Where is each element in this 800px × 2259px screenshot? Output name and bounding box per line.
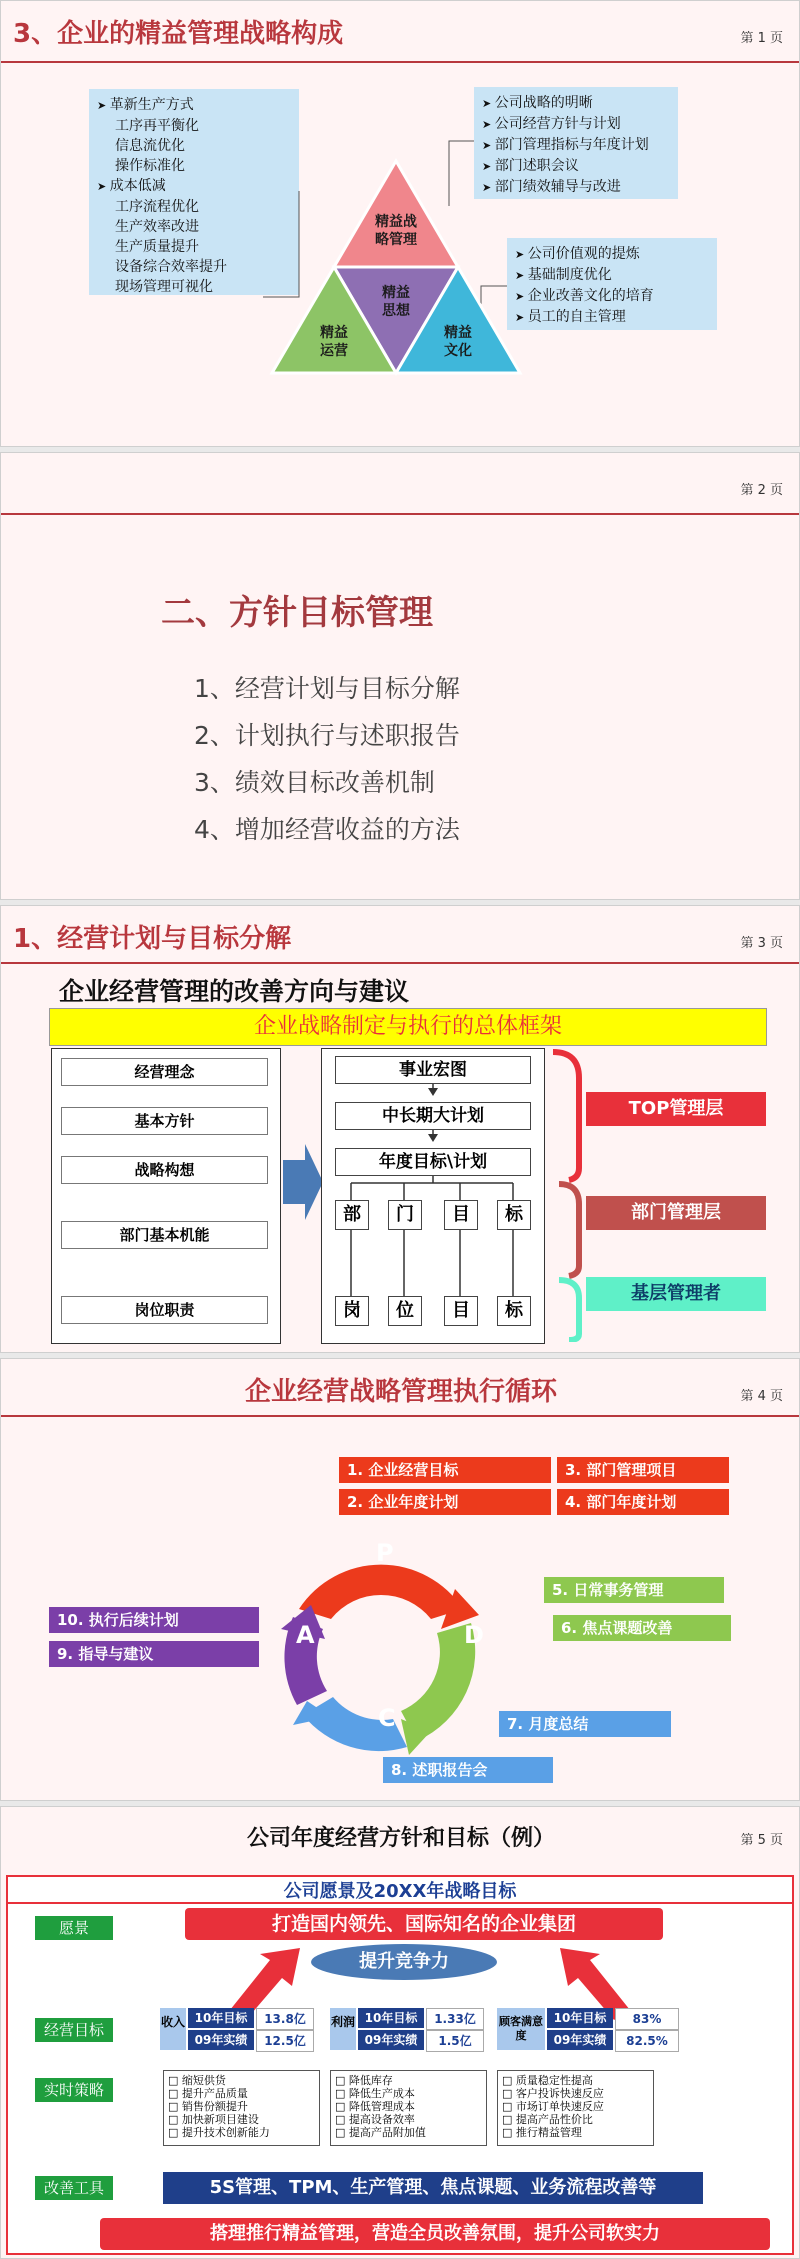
a-label-10: 10. 执行后续计划	[49, 1607, 259, 1633]
slide-3-titlebar	[1, 906, 800, 964]
strategy-item: ➤ 部门绩效辅导与改进	[482, 177, 670, 198]
dept-goal-char-3: 目	[444, 1200, 478, 1230]
pyramid-top-label: 精益战 略管理	[375, 214, 417, 248]
strategy-column-1: □ 缩短供货 □ 提升产品质量 □ 销售份额提升 □ 加快新项目建设 □ 提升技术创新能力	[163, 2070, 320, 2146]
lean-operation-item: 工序流程优化	[115, 199, 199, 215]
metric-profit-row1-value: 1.33亿	[426, 2008, 484, 2030]
slide-2	[0, 452, 800, 900]
slide-5-titlebar	[1, 1807, 800, 1857]
metric-revenue-row1-value: 13.8亿	[256, 2008, 314, 2030]
metric-satisfaction-row2-label: 09年实绩	[547, 2030, 613, 2050]
dept-goal-char-2: 门	[388, 1200, 422, 1230]
level-frontline-management: 基层管理者	[586, 1277, 766, 1311]
agenda-item-3: 3、绩效目标改善机制	[194, 768, 435, 797]
p-label-1: 1. 企业经营目标	[339, 1457, 551, 1483]
metric-profit-name: 利润	[330, 2008, 356, 2050]
agenda-item-4: 4、增加经营收益的方法	[194, 815, 460, 844]
d-label-6: 6. 焦点课题改善	[553, 1615, 731, 1641]
framework-center-item-2: 中长期大计划	[335, 1102, 531, 1130]
slide-1-title: 3、企业的精益管理战略构成	[13, 19, 344, 49]
metric-revenue-row1-label: 10年目标	[188, 2008, 254, 2028]
lean-slogan: 搭理推行精益管理，营造全员改善氛围，提升公司软实力	[100, 2218, 770, 2250]
pdca-letter-d: D	[464, 1621, 484, 1649]
lean-operation-item: 现场管理可视化	[115, 279, 213, 295]
metric-profit-row1-label: 10年目标	[358, 2008, 424, 2028]
lean-operation-item: 信息流优化	[115, 138, 185, 154]
framework-left-item-5: 岗位职责	[61, 1296, 268, 1324]
strategy-item: ➤ 公司经营方针与计划	[482, 114, 670, 135]
strategy-column-2: □ 降低库存 □ 降低生产成本 □ 降低管理成本 □ 提高设备效率 □ 提高产品附加值	[330, 2070, 487, 2146]
slide-1	[0, 0, 800, 447]
pdca-p-segment	[299, 1565, 463, 1619]
slide-4-titlebar	[1, 1359, 800, 1417]
vision-statement: 打造国内领先、国际知名的企业集团	[185, 1908, 663, 1940]
pdca-letter-c: C	[378, 1704, 396, 1732]
slide-2-titlebar	[1, 453, 800, 515]
slide-5-title: 公司年度经营方针和目标（例）	[246, 1826, 555, 1851]
culture-item: ➤ 公司价值观的提炼	[515, 244, 709, 265]
pdca-letter-a: A	[296, 1621, 315, 1649]
p-label-4: 4. 部门年度计划	[557, 1489, 729, 1515]
framework-subtitle: 企业经营管理的改善方向与建议	[59, 977, 410, 1006]
metric-satisfaction-row2-value: 82.5%	[615, 2030, 679, 2052]
post-goal-char-1: 岗	[335, 1296, 369, 1326]
metric-satisfaction-name: 顾客满意度	[497, 2008, 545, 2050]
level-top-management: TOP管理层	[586, 1092, 766, 1126]
agenda-item-1: 1、经营计划与目标分解	[194, 674, 460, 703]
competitiveness-oval: 提升竞争力	[311, 1944, 497, 1980]
metric-profit-row2-value: 1.5亿	[426, 2030, 484, 2052]
lean-operation-item: 生产效率改进	[115, 219, 199, 235]
dept-goal-char-4: 标	[497, 1200, 531, 1230]
agenda-item-2: 2、计划执行与述职报告	[194, 721, 460, 750]
lean-operation-item: 生产质量提升	[115, 239, 199, 255]
c-label-8: 8. 述职报告会	[383, 1757, 553, 1783]
p-label-2: 2. 企业年度计划	[339, 1489, 551, 1515]
improvement-tools: 5S管理、TPM、生产管理、焦点课题、业务流程改善等	[163, 2172, 703, 2204]
post-goal-char-2: 位	[388, 1296, 422, 1326]
culture-item: ➤ 企业改善文化的培育	[515, 286, 709, 307]
framework-arrow-icon	[283, 1144, 323, 1220]
post-goal-char-4: 标	[497, 1296, 531, 1326]
slide-2-page-number: 第 2 页	[740, 483, 783, 498]
slide-3-page-number: 第 3 页	[740, 936, 783, 951]
lean-operation-item: 操作标准化	[115, 158, 185, 174]
agenda-heading: 二、方针目标管理	[161, 593, 433, 633]
metric-revenue-row2-value: 12.5亿	[256, 2030, 314, 2052]
lean-operation-item: 工序再平衡化	[115, 118, 199, 134]
level-brackets	[549, 1048, 585, 1342]
framework-banner: 企业战略制定与执行的总体框架	[49, 1008, 767, 1046]
culture-item: ➤ 基础制度优化	[515, 265, 709, 286]
vision-header: 公司愿景及20XX年战略目标	[283, 1881, 517, 1902]
pdca-letter-p: P	[376, 1539, 394, 1567]
framework-left-item-1: 经营理念	[61, 1058, 268, 1086]
pyramid-center-label: 精益 思想	[382, 285, 410, 319]
framework-center-item-3: 年度目标\计划	[335, 1148, 531, 1176]
metric-profit-row2-label: 09年实绩	[358, 2030, 424, 2050]
metric-satisfaction-row1-value: 83%	[615, 2008, 679, 2030]
slide-3	[0, 905, 800, 1353]
framework-left-item-4: 部门基本机能	[61, 1221, 268, 1249]
pyramid-right-label: 精益 文化	[444, 325, 472, 359]
dept-goal-char-1: 部	[335, 1200, 369, 1230]
framework-center-item-1: 事业宏图	[335, 1056, 531, 1084]
slide-4-title: 企业经营战略管理执行循环	[244, 1377, 557, 1407]
slide-1-page-number: 第 1 页	[740, 31, 783, 46]
slide-4-page-number: 第 4 页	[740, 1389, 783, 1404]
slide-5-page-number: 第 5 页	[740, 1833, 783, 1848]
d-label-5: 5. 日常事务管理	[544, 1577, 724, 1603]
framework-left-item-3: 战略构想	[61, 1156, 268, 1184]
strategy-tag: 实时策略	[35, 2078, 113, 2102]
lean-operation-item: 设备综合效率提升	[115, 259, 227, 275]
culture-item: ➤ 员工的自主管理	[515, 307, 709, 328]
post-goal-char-3: 目	[444, 1296, 478, 1326]
goals-tag: 经营目标	[35, 2018, 113, 2042]
vision-tag: 愿景	[35, 1916, 113, 1940]
level-dept-management: 部门管理层	[586, 1196, 766, 1230]
p-label-3: 3. 部门管理项目	[557, 1457, 729, 1483]
strategy-item: ➤ 公司战略的明晰	[482, 93, 670, 114]
vision-header-rule	[8, 1902, 792, 1904]
tools-tag: 改善工具	[35, 2176, 113, 2200]
strategy-column-3: □ 质量稳定性提高 □ 客户投诉快速反应 □ 市场订单快速反应 □ 提高产品性价比 □ 推行精益管理	[497, 2070, 654, 2146]
framework-left-item-2: 基本方针	[61, 1107, 268, 1135]
lean-operation-item: ➤ 革新生产方式	[97, 95, 291, 116]
slide-3-title: 1、经营计划与目标分解	[13, 924, 292, 954]
strategy-item: ➤ 部门述职会议	[482, 156, 670, 177]
metric-satisfaction-row1-label: 10年目标	[547, 2008, 613, 2028]
slide-4	[0, 1358, 800, 1801]
c-label-7: 7. 月度总结	[499, 1711, 671, 1737]
metric-revenue-row2-label: 09年实绩	[188, 2030, 254, 2050]
a-label-9: 9. 指导与建议	[49, 1641, 259, 1667]
pyramid-left-label: 精益 运营	[320, 325, 348, 359]
strategy-item: ➤ 部门管理指标与年度计划	[482, 135, 670, 156]
lean-operation-item: ➤ 成本低减	[97, 176, 291, 197]
metric-revenue-name: 收入	[160, 2008, 186, 2050]
